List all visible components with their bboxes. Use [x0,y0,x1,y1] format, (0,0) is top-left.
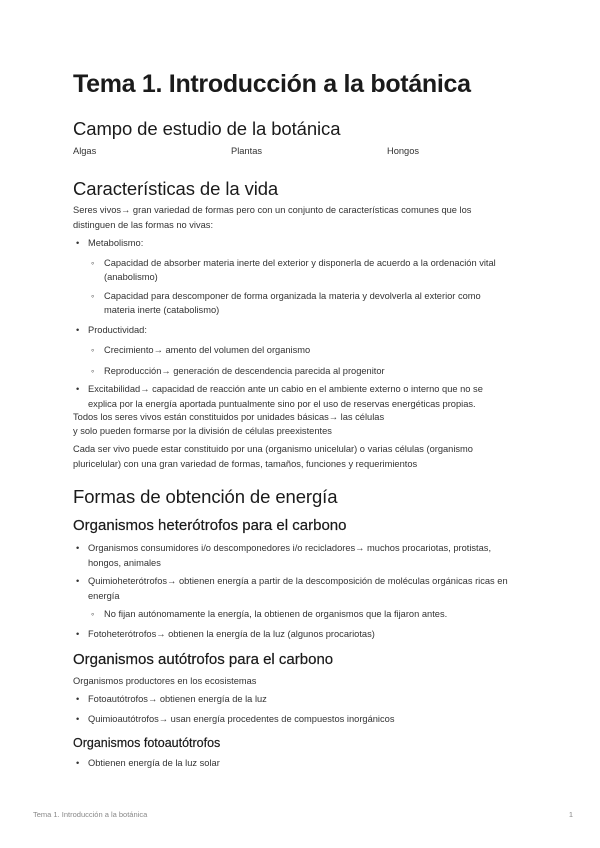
list-item: • Fotoheterótrofos→ obtienen la energía de la luz (algunos procariotas) [73,627,513,642]
list-item: • Organismos consumidores i/o descomponedores i/o recicladores→ muchos procariotas, protistas, hongos, animales [73,541,513,570]
paragraph-organismos: Cada ser vivo puede estar constituido por una (organismo unicelular) o varias células (organismo pluricelular) con una gran variedad de formas, tamaños, funciones y requerimientos [73,444,473,469]
subsection-heading-heterotrofos: Organismos heterótrofos para el carbono [73,517,347,534]
campo-item-hongos: Hongos [387,146,420,156]
list-subitem: ◦ No fijan autónomamente la energía, la obtienen de organismos que la fijaron antes. [73,607,513,622]
list-item: • Obtienen energía de la luz solar [73,756,513,771]
page-title: Tema 1. Introducción a la botánica [73,70,471,98]
caracteristicas-intro: Seres vivos→ gran variedad de formas pero con un conjunto de características comunes que los distinguen de las formas no vivas: [73,205,472,230]
fotoautotrofos-list [73,756,513,771]
list-item: • Quimioautótrofos→ usan energía procedentes de compuestos inorgánicos [73,712,513,727]
caracteristicas-list [73,236,513,411]
list-item: • Fotoautótrofos→ obtienen energía de la luz [73,692,513,707]
list-item-productividad: • Productividad: [73,323,513,338]
list-subitem: ◦ Capacidad para descomponer de forma organizada la materia y devolverla al exterior como materia inerte (catabolismo) [73,289,513,318]
page-number: 1 [568,810,573,819]
paragraph-celulas-a: Todos los seres vivos están constituidos por unidades básicas→ las células [73,412,385,422]
list-item: • Quimioheterótrofos→ obtienen energía a partir de la descomposición de moléculas orgánicas ricas en energía [73,574,513,603]
autotrofos-intro: Organismos productores en los ecosistemas [73,676,257,686]
list-subitem: ◦ Crecimiento→ amento del volumen del organismo [73,343,513,358]
subsubsection-heading-fotoautotrofos: Organismos fotoautótrofos [73,736,221,750]
subsection-heading-autotrofos: Organismos autótrofos para el carbono [73,651,334,668]
list-item-excitabilidad: • Excitabilidad→ capacidad de reacción ante un cabio en el ambiente externo o interno que no se explica por la energía aportada puntualmente sino por el uso de reservas energéticas propias. [73,382,513,411]
list-subitem: ◦ Reproducción→ generación de descendencia parecida al progenitor [73,364,513,379]
list-item-metabolismo: • Metabolismo: [73,236,513,251]
page-footer [33,810,573,819]
section-heading-caracteristicas: Características de la vida [73,178,279,199]
paragraph-celulas-b: y solo pueden formarse por la división de células preexistentes [73,426,332,436]
footer-title: Tema 1. Introducción a la botánica [33,810,148,819]
list-subitem: ◦ Capacidad de absorber materia inerte del exterior y disponerla de acuerdo a la ordenación vital (anabolismo) [73,256,513,285]
section-heading-energia: Formas de obtención de energía [73,486,338,507]
heterotrofos-list [73,541,513,641]
campo-item-plantas: Plantas [231,146,263,156]
campo-items [73,144,533,158]
campo-item-algas: Algas [73,146,97,156]
autotrofos-list [73,692,513,726]
section-heading-campo: Campo de estudio de la botánica [73,118,341,139]
